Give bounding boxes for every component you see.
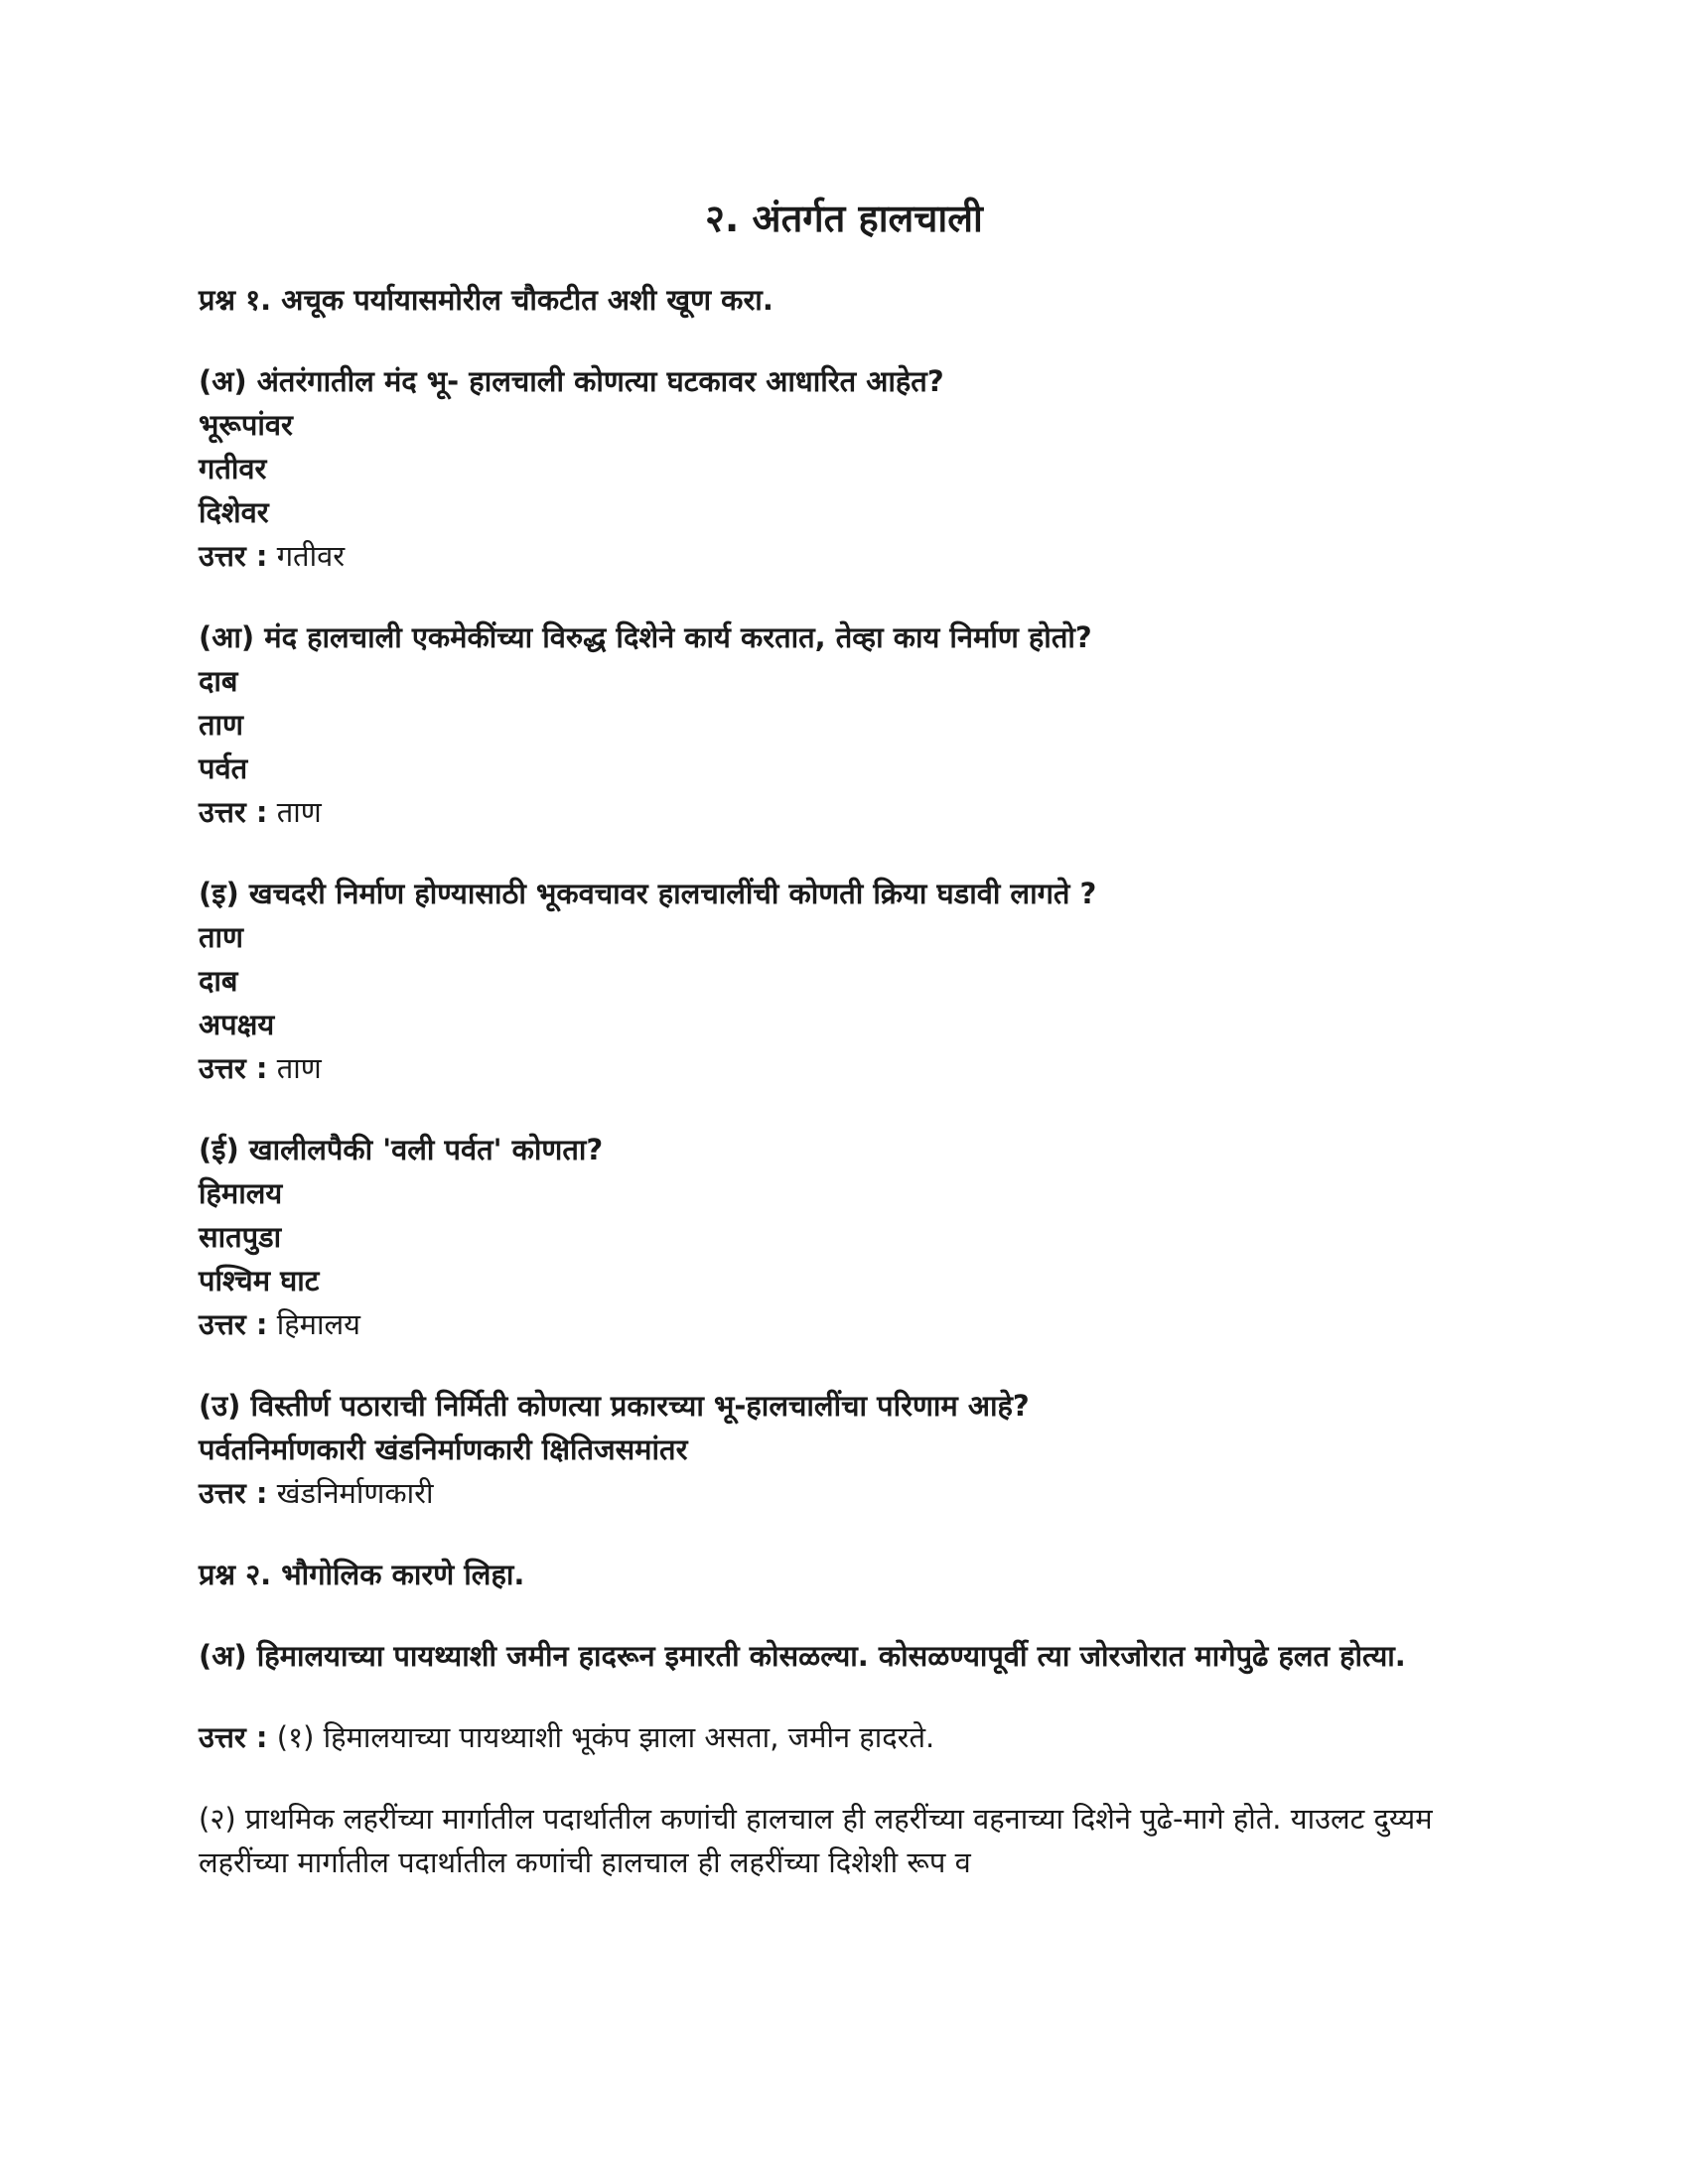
answer-label: उत्तर :: [199, 795, 268, 829]
option: भूरूपांवर: [199, 408, 293, 442]
answer-label: उत्तर :: [199, 1307, 268, 1341]
answer-line: [199, 1302, 1519, 1346]
question-text: (आ) मंद हालचाली एकमेकींच्या विरुद्ध दिशेने कार्य करतात, तेव्हा काय निर्माण होतो?: [199, 620, 1092, 654]
answer-point-1: [199, 1715, 1519, 1759]
answer-value: ताण: [276, 795, 322, 829]
option: ताण: [199, 708, 244, 742]
answer-value: खंडनिर्माणकारी: [276, 1476, 434, 1510]
answer-value: गतीवर: [276, 539, 346, 573]
question-text: (इ) खचदरी निर्माण होण्यासाठी भूकवचावर हालचालींची कोणती क्रिया घडावी लागते ?: [199, 877, 1097, 910]
answer-label: उत्तर :: [199, 1720, 268, 1754]
question-text: (उ) विस्तीर्ण पठाराची निर्मिती कोणत्या प्रकारच्या भू-हालचालींचा परिणाम आहे?: [199, 1389, 1030, 1423]
option: दिशेवर: [199, 495, 269, 529]
option: दाब: [199, 964, 238, 998]
question-i: [199, 872, 1519, 1090]
answer-line: [199, 790, 1519, 834]
question-aa: [199, 615, 1519, 834]
answer-line: [199, 1471, 1519, 1515]
option: अपक्षय: [199, 1008, 275, 1041]
question-text: (अ) अंतरंगातील मंद भू- हालचाली कोणत्या घटकावर आधारित आहेत?: [199, 364, 944, 398]
answer-label: उत्तर :: [199, 539, 268, 573]
answer-value: हिमालय: [276, 1307, 360, 1341]
option: गतीवर: [199, 452, 267, 485]
answer-line: [199, 1046, 1519, 1090]
chapter-title: २. अंतर्गत हालचाली: [705, 197, 983, 240]
answer-label: उत्तर :: [199, 1051, 268, 1085]
question-ii: [199, 1128, 1519, 1346]
answer-value: ताण: [276, 1051, 322, 1085]
option: हिमालय: [199, 1176, 283, 1210]
question-u: [199, 1384, 1519, 1515]
option: पर्वत: [199, 751, 248, 785]
section1-heading: प्रश्न १. अचूक पर्यायासमोरील चौकटीत अशी खूण करा.: [199, 283, 774, 317]
document-page: [199, 189, 1519, 1922]
section2-question-a: [199, 1634, 1519, 1678]
question-text: (ई) खालीलपैकी 'वली पर्वत' कोणता?: [199, 1133, 604, 1166]
answer-line: [199, 534, 1519, 578]
options-line: पर्वतनिर्माणकारी खंडनिर्माणकारी क्षितिजसमांतर: [199, 1433, 688, 1466]
section2-heading: प्रश्न २. भौगोलिक कारणे लिहा.: [199, 1558, 525, 1591]
option: ताण: [199, 920, 244, 954]
question-a: [199, 359, 1519, 578]
answer-point-2: (२) प्राथमिक लहरींच्या मार्गातील पदार्थातील कणांची हालचाल ही लहरींच्या वहनाच्या दिशेने पुढे-मागे होते. याउलट दुय्यम लहरींच्या मार्गातील पदार्थातील कणांची हालचाल ही लहरींच्या दिशेशी रूप व: [199, 1802, 1433, 1879]
answer-label: उत्तर :: [199, 1476, 268, 1510]
question-text: (अ) हिमालयाच्या पायथ्याशी जमीन हादरून इमारती कोसळल्या. कोसळण्यापूर्वी त्या जोरजोरात मागेपुढे हलत होत्या.: [199, 1639, 1406, 1673]
option: सातपुडा: [199, 1220, 282, 1254]
option: पश्चिम घाट: [199, 1264, 320, 1297]
option: दाब: [199, 664, 238, 698]
answer-text: (१) हिमालयाच्या पायथ्याशी भूकंप झाला असता, जमीन हादरते.: [276, 1720, 935, 1754]
